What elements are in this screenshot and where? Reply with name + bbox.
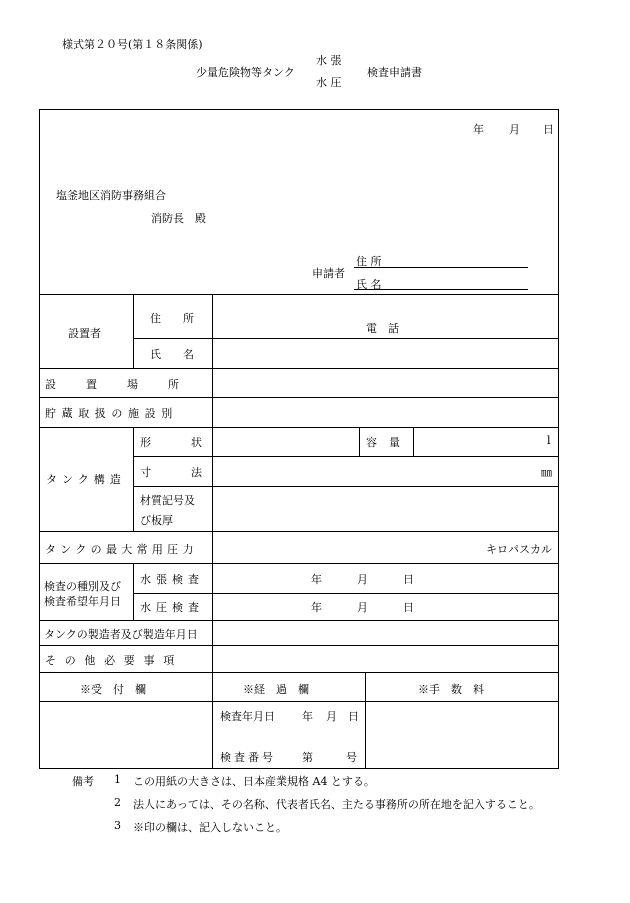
capacity-unit: l xyxy=(547,434,551,447)
notes-label: 備考 xyxy=(72,775,94,788)
date-year-label: 年 xyxy=(473,123,484,136)
title-option-water-fill: 水 張 xyxy=(316,54,342,67)
applicant-label: 申請者 xyxy=(312,267,345,280)
inspection-number-label: 検査番号 xyxy=(220,751,276,764)
facility-label: 貯蔵取扱の施設別 xyxy=(45,407,178,420)
note-3-text: ※印の欄は、記入しないこと。 xyxy=(133,821,287,834)
installer-label: 設置者 xyxy=(68,327,101,340)
form-number: 様式第２０号(第１８条関係) xyxy=(62,38,203,51)
inspection-date-month: 月 xyxy=(326,710,337,723)
inspection-date-day: 日 xyxy=(348,710,359,723)
applicant-address-label: 住 所 xyxy=(356,255,382,268)
date-day-label: 日 xyxy=(543,123,554,136)
progress-column-header: ※経 過 欄 xyxy=(243,683,309,696)
addressee-person: 消防長 殿 xyxy=(151,212,206,225)
inspection-date-label: 検査年月日 xyxy=(220,710,275,723)
max-pressure-label: タンクの最大常用圧力 xyxy=(45,543,198,556)
water-fill-year: 年 xyxy=(311,573,322,586)
installer-name-label: 氏 名 xyxy=(150,348,194,361)
applicant-name-label: 氏 名 xyxy=(356,278,382,291)
title-prefix: 少量危険物等タンク xyxy=(196,66,295,79)
other-label: その他必要事項 xyxy=(45,654,183,667)
water-fill-inspection-label: 水張検査 xyxy=(140,573,204,586)
shape-label: 形状 xyxy=(140,436,242,449)
material-label-line1: 材質記号及 xyxy=(140,494,195,507)
dimensions-label: 寸法 xyxy=(140,466,242,479)
title-suffix: 検査申請書 xyxy=(367,66,422,79)
inspection-label-line2: 検査希望年月日 xyxy=(44,595,121,608)
addressee-org: 塩釜地区消防事務組合 xyxy=(56,189,166,202)
fee-column-header: ※手 数 料 xyxy=(418,683,484,696)
pressure-unit: キロパスカル xyxy=(486,543,552,556)
note-3-number: 3 xyxy=(114,819,121,832)
inspection-number-suffix: 号 xyxy=(346,751,357,764)
inspection-date-year: 年 xyxy=(302,710,313,723)
water-fill-day: 日 xyxy=(403,573,414,586)
water-pressure-month: 月 xyxy=(357,601,368,614)
manufacturer-label: タンクの製造者及び製造年月日 xyxy=(44,628,198,641)
dimensions-unit: ㎜ xyxy=(541,466,552,479)
tank-structure-label: タンク構造 xyxy=(46,473,126,486)
title-option-water-pressure: 水 圧 xyxy=(316,76,342,89)
inspection-label-line1: 検査の種別及び xyxy=(44,580,121,593)
installer-address-label: 住 所 xyxy=(150,312,194,325)
water-fill-month: 月 xyxy=(357,573,368,586)
reception-column-header: ※受 付 欄 xyxy=(80,683,146,696)
inspection-number-prefix: 第 xyxy=(302,751,313,764)
material-label-line2: び板厚 xyxy=(140,514,173,527)
water-pressure-inspection-label: 水圧検査 xyxy=(140,601,204,614)
water-pressure-day: 日 xyxy=(403,601,414,614)
note-2-text: 法人にあっては、その名称、代表者氏名、主たる事務所の所在地を記入すること。 xyxy=(133,798,540,811)
location-label: 設置場所 xyxy=(45,378,209,391)
water-pressure-year: 年 xyxy=(311,601,322,614)
capacity-label: 容量 xyxy=(366,436,412,449)
date-month-label: 月 xyxy=(509,123,520,136)
note-1-number: 1 xyxy=(114,773,121,786)
note-1-text: この用紙の大きさは、日本産業規格 A4 とする。 xyxy=(133,775,375,788)
note-2-number: 2 xyxy=(114,796,121,809)
installer-phone-label: 電 話 xyxy=(366,322,399,335)
